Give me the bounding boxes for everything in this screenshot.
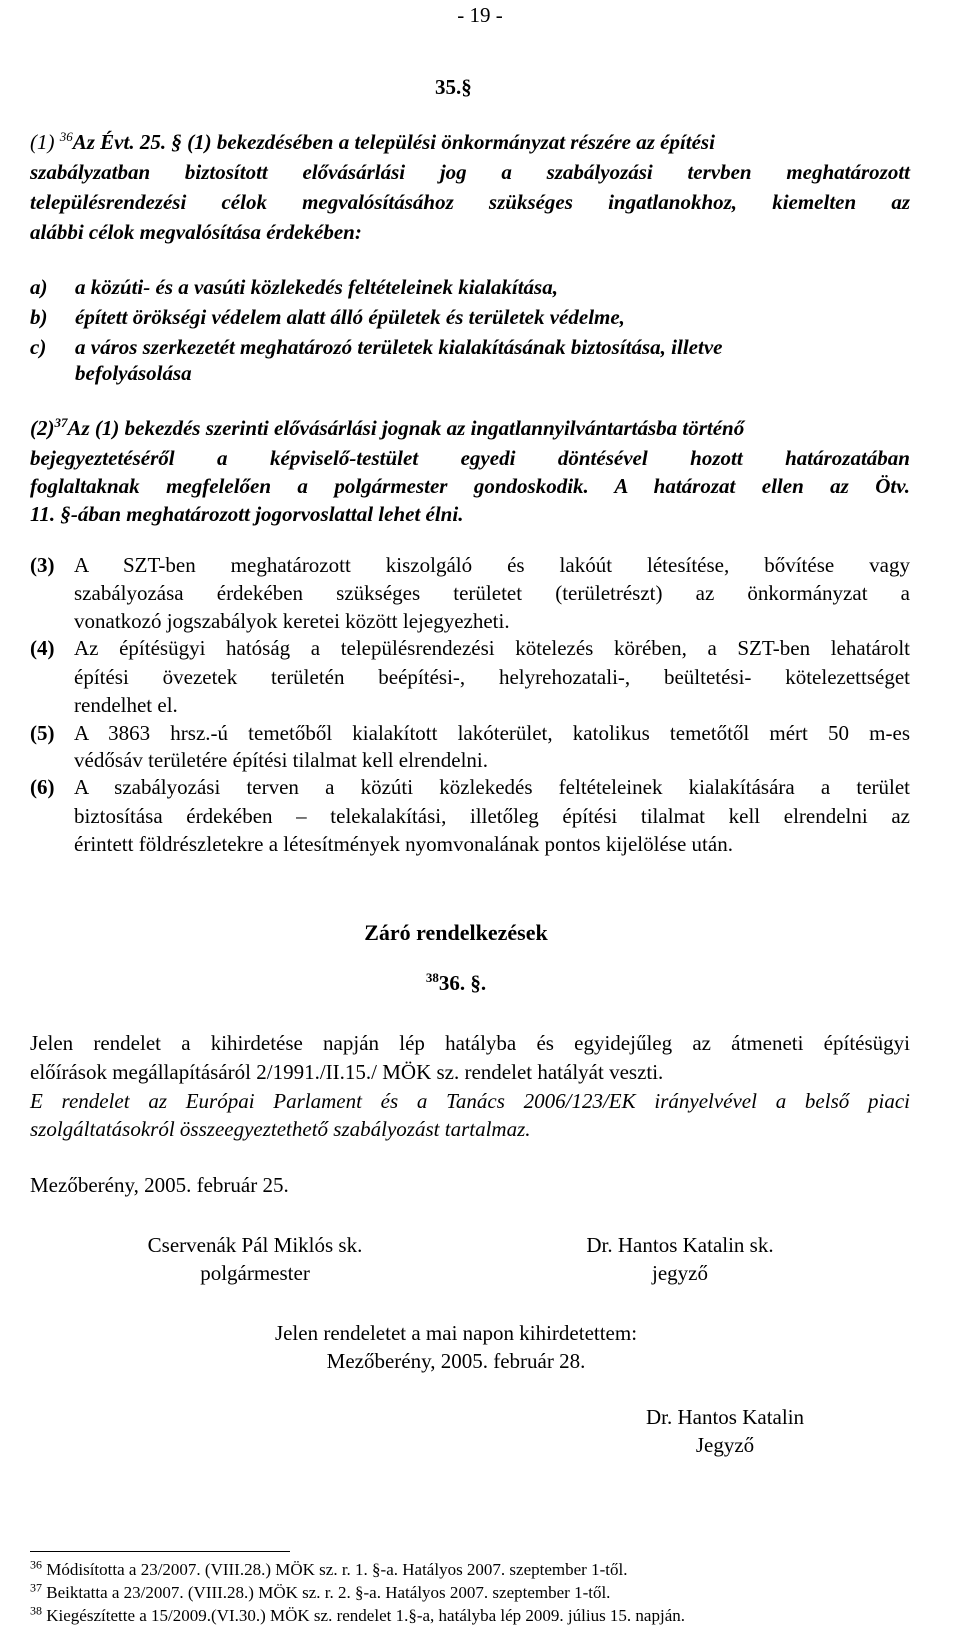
closing-para-2-line-2: szolgáltatásokról összeegyeztethető szabályozást tartalmaz. — [30, 1117, 531, 1141]
paragraph-1-number: (1) — [30, 130, 55, 154]
footnote-37 — [30, 1580, 611, 1603]
footnote-ref-37[interactable]: 37 — [54, 415, 68, 430]
paragraph-1-line-4: alábbi célok megvalósítása érdekében: — [30, 220, 362, 244]
paragraph-2-line-2: bejegyeztetéséről a képviselő-testület egyedi döntésével hozott határozatában — [30, 446, 910, 470]
footnote-text-36: Módisította a 23/2007. (VIII.28.) MÖK sz. r. 1. §-a. Hatályos 2007. szeptember 1-től. — [46, 1560, 628, 1579]
list-text-b: épített örökségi védelem alatt álló épületek és területek védelme, — [75, 305, 625, 329]
footnote-number-37: 37 — [30, 1580, 42, 1595]
list-item-c-continued: befolyásolása — [75, 361, 192, 385]
paragraph-4-number: (4) — [30, 636, 55, 660]
footnote-text-38: Kiegészítette a 15/2009.(VI.30.) MÖK sz. rendelet 1.§-a, hatályba lép 2009. július 15. napján. — [46, 1606, 685, 1625]
paragraph-6-line-3: érintett földrészletekre a létesítmények nyomvonalának pontos kijelölése után. — [74, 832, 733, 856]
paragraph-4-line-3: rendelhet el. — [74, 693, 178, 717]
paragraph-4-line-1: Az építésügyi hatóság a településrendezési kötelezés körében, a SZT-ben lehatárolt — [74, 636, 910, 660]
paragraph-5-number: (5) — [30, 721, 55, 745]
footnote-ref-36[interactable]: 36 — [59, 129, 73, 144]
closing-subheading — [0, 968, 912, 998]
list-text-c: a város szerkezetét meghatározó területek kialakításának biztosítása, illetve — [75, 335, 723, 359]
section-heading: 35.§ — [435, 75, 472, 99]
paragraph-3-line-2: szabályozása érdekében szükséges területet (területrészt) az önkormányzat a — [74, 581, 910, 605]
promulgation-line-1: Jelen rendeletet a mai napon kihirdetettem: — [274, 1321, 638, 1345]
list-item-b — [30, 302, 625, 332]
list-label-a: a) — [30, 275, 48, 299]
paragraph-5-line-2: védősáv területére építési tilalmat kell elrendelni. — [74, 748, 489, 772]
paragraph-3-number: (3) — [30, 553, 55, 577]
final-signature-title: Jegyző — [695, 1433, 755, 1457]
closing-para-2-line-1: E rendelet az Európai Parlament és a Tanács 2006/123/EK irányelvével a belső piaci — [30, 1089, 910, 1113]
promulgation-line-2: Mezőberény, 2005. február 28. — [326, 1349, 586, 1373]
paragraph-4-line-2: építési övezetek területén beépítési-, helyrehozatali-, beültetési- kötelezettséget — [74, 665, 910, 689]
paragraph-6-line-1: A szabályozási terven a közúti közlekedés feltételeinek kialakítására a terület — [74, 775, 910, 799]
paragraph-3-line-1: A SZT-ben meghatározott kiszolgáló és lakóút létesítése, bővítése vagy — [74, 553, 910, 577]
paragraph-3-line-3: vonatkozó jogszabályok keretei között lejegyezheti. — [74, 609, 510, 633]
signature-left-name: Cservenák Pál Miklós sk. — [147, 1233, 363, 1257]
paragraph-2-text: Az (1) bekezdés szerinti elővásárlási jognak az ingatlannyilvántartásba történő — [67, 416, 745, 440]
signature-left-title: polgármester — [200, 1261, 310, 1285]
footnote-ref-38[interactable]: 38 — [425, 970, 439, 985]
paragraph-6-line-2: biztosítása érdekében – telekalakítási, illetőleg építési tilalmat kell elrendelni az — [74, 804, 910, 828]
paragraph-2-line-4: 11. §-ában meghatározott jogorvoslattal lehet élni. — [30, 502, 464, 526]
closing-heading: Záró rendelkezések — [364, 920, 548, 945]
list-label-c: c) — [30, 335, 47, 359]
final-signature-name: Dr. Hantos Katalin — [645, 1405, 805, 1429]
page-number: - 19 - — [457, 3, 503, 27]
signature-right-title: jegyző — [652, 1261, 708, 1285]
paragraph-1-line-1 — [30, 127, 910, 157]
paragraph-1-text: Az Évt. 25. § (1) bekezdésében a települési önkormányzat részére az építési — [72, 130, 715, 154]
paragraph-2-line-3: foglaltaknak megfelelően a polgármester gondoskodik. A határozat ellen az Ötv. — [30, 474, 910, 498]
footnote-text-37: Beiktatta a 23/2007. (VIII.28.) MÖK sz. r. 2. §-a. Hatályos 2007. szeptember 1-től. — [46, 1583, 611, 1602]
section-36-heading: 36. §. — [438, 971, 487, 995]
paragraph-2-line-1 — [30, 413, 910, 443]
footnote-36 — [30, 1557, 628, 1580]
list-label-b: b) — [30, 305, 48, 329]
footnote-number-38: 38 — [30, 1603, 42, 1618]
closing-para-1-line-1: Jelen rendelet a kihirdetése napján lép hatályba és egyidejűleg az átmeneti építésügyi — [30, 1031, 910, 1055]
closing-para-1-line-2: előírások megállapításáról 2/1991./II.15./ MÖK sz. rendelet hatályát veszti. — [30, 1060, 664, 1084]
paragraph-5-line-1: A 3863 hrsz.-ú temetőből kialakított lakóterület, katolikus temetőtől mért 50 m-es — [74, 721, 910, 745]
footnote-separator — [30, 1551, 290, 1552]
footnote-number-36: 36 — [30, 1557, 42, 1572]
paragraph-2-number: (2) — [30, 416, 55, 440]
paragraph-6-number: (6) — [30, 775, 55, 799]
list-item-a — [30, 272, 558, 302]
paragraph-1-line-2: szabályzatban biztosított elővásárlási jog a szabályozási tervben meghatározott — [30, 160, 910, 184]
paragraph-1-line-3: településrendezési célok megvalósításához szükséges ingatlanokhoz, kiemelten az — [30, 190, 910, 214]
signature-right-name: Dr. Hantos Katalin sk. — [586, 1233, 774, 1257]
list-text-a: a közúti- és a vasúti közlekedés feltételeinek kialakítása, — [75, 275, 558, 299]
footnote-38 — [30, 1603, 685, 1626]
place-and-date: Mezőberény, 2005. február 25. — [30, 1173, 289, 1197]
